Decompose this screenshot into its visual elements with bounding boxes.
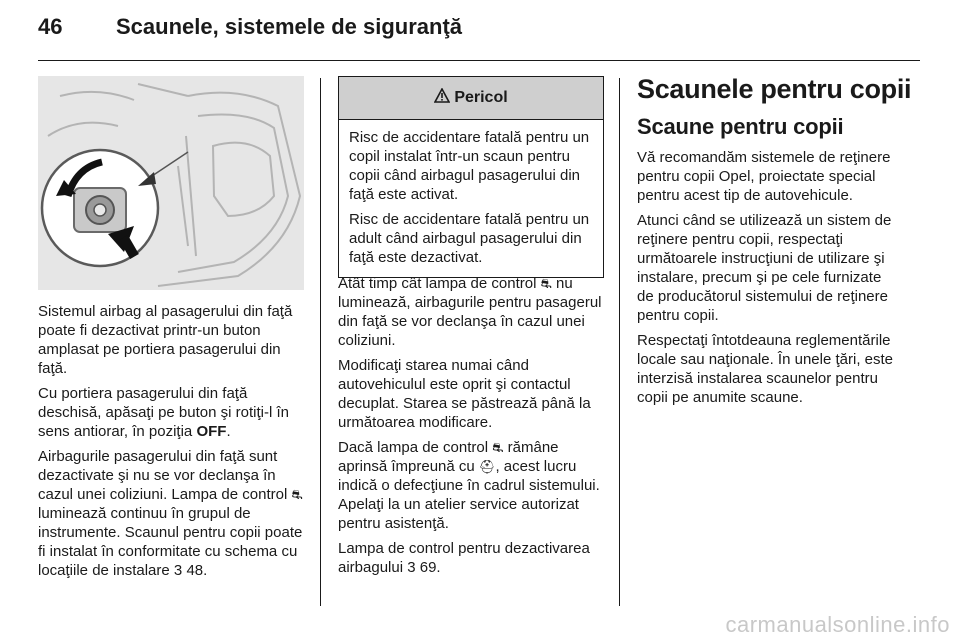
- page-number: 46: [38, 14, 63, 39]
- warning-header: [339, 77, 603, 120]
- page-reference[interactable]: 69.: [419, 559, 441, 576]
- paragraph: [338, 438, 604, 533]
- section-heading: Scaune pentru copii: [637, 114, 844, 139]
- off-label: OFF: [196, 423, 227, 440]
- column-3-text: [637, 148, 901, 413]
- page-reference[interactable]: 48.: [186, 562, 208, 579]
- page-reference-arrow-icon: 3: [173, 562, 183, 579]
- warning-body: [339, 120, 603, 277]
- text: , acest lucru indică o defecţiune în cadrul sistemului. Apelaţi la un atelier service autorizat pentru asistenţă.: [338, 458, 600, 532]
- paragraph: Vă recomandăm sistemele de reţinere pentru copii Opel, proiectate special pentru acest tip de autovehicule.: [637, 149, 891, 204]
- section-title: Scaunele, sistemele de siguranţă: [116, 14, 463, 39]
- column-divider-2: [619, 78, 620, 606]
- text: Lampa de control pentru dezactivarea airbagului: [338, 540, 590, 576]
- warning-title: Pericol: [454, 89, 508, 106]
- paragraph: [38, 384, 306, 441]
- paragraph: Modificaţi starea numai când autovehiculul este oprit şi contactul decuplat. Starea se păstrează până la următoarea modificare.: [338, 357, 591, 431]
- paragraph: Risc de accidentare fatală pentru un copil instalat într-un scaun pentru copii când airbagul pasagerului din faţă este activat.: [349, 129, 590, 203]
- text: Atât timp cât lampa de control: [338, 275, 541, 292]
- watermark: carmanualsonline.info: [725, 612, 950, 637]
- paragraph: Risc de accidentare fatală pentru un adult când airbagul pasagerului din faţă este dezactivat.: [349, 211, 590, 266]
- header-rule: [38, 60, 920, 61]
- text: Airbagurile pasagerului din faţă sunt dezactivate şi nu se vor declanşa în cazul unei coliziuni. Lampa de control: [38, 448, 292, 503]
- airbag-off-indicator-icon: ⛐: [492, 440, 504, 455]
- airbag-switch-illustration: [38, 76, 304, 290]
- page-reference-arrow-icon: 3: [407, 559, 416, 576]
- text: rămâne aprinsă împreună cu: [338, 439, 559, 475]
- airbag-off-indicator-icon: ⛐: [291, 487, 303, 502]
- paragraph: [38, 447, 306, 580]
- text: luminează continuu în grupul de instrumente. Scaunul pentru copii poate fi instalat în conformitate cu schema cu locaţiile de instalare: [38, 505, 303, 579]
- warning-triangle-icon: [434, 88, 450, 108]
- airbag-warning-icon: ⛑: [478, 459, 496, 474]
- airbag-off-indicator-icon: ⛐: [540, 276, 552, 291]
- text: Dacă lampa de control: [338, 439, 493, 456]
- paragraph: Respectaţi întotdeauna reglementările locale sau naţionale. În unele ţări, este interzisă instalarea scaunelor pentru copii pe anumite scaune.: [637, 332, 894, 406]
- chapter-heading: Scaunele pentru copii: [637, 74, 912, 104]
- text: .: [226, 423, 231, 440]
- text: nu luminează, airbagurile pentru pasagerul din faţă se vor declanşa în cazul unei coliziuni.: [338, 275, 602, 349]
- paragraph: [338, 539, 604, 577]
- danger-warning-box: [338, 76, 604, 278]
- paragraph: [338, 274, 604, 350]
- page-header: [38, 14, 920, 48]
- column-1-text: [38, 302, 306, 586]
- paragraph: Atunci când se utilizează un sistem de reţinere pentru copii, respectaţi următoarele instrucţiuni de utilizare şi instalare, precum şi pe cele furnizate de producătorul sistemului de reţinere pentru copii.: [637, 212, 892, 324]
- paragraph: Sistemul airbag al pasagerului din faţă poate fi dezactivat printr-un buton amplasat pe portiera pasagerului din faţă.: [38, 303, 293, 377]
- text: Cu portiera pasagerului din faţă deschisă, apăsaţi pe buton şi rotiţi-l în sens antiorar, în poziţia: [38, 385, 289, 440]
- column-divider-1: [320, 78, 321, 606]
- column-2-text: [338, 274, 604, 583]
